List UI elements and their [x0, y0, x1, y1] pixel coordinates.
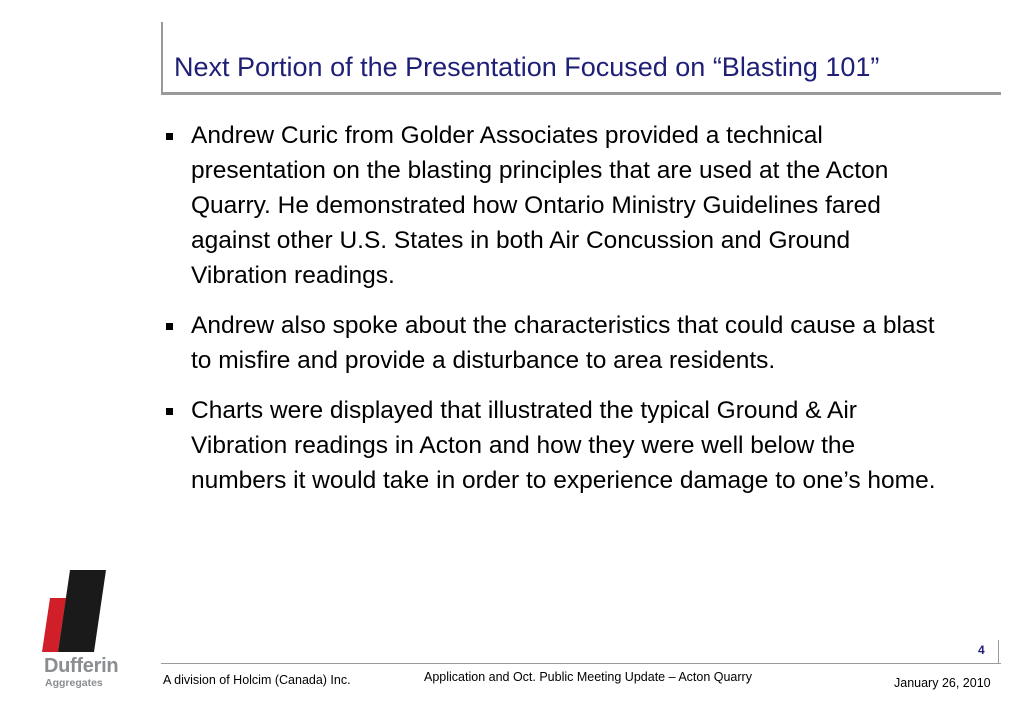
bullet-item — [163, 118, 953, 293]
title-underline-rule — [161, 92, 1001, 95]
bullet-item — [163, 308, 953, 378]
square-bullet-icon — [166, 323, 173, 330]
footer-date: January 26, 2010 — [894, 676, 991, 690]
square-bullet-icon — [166, 408, 173, 415]
page-number-rule — [998, 640, 999, 664]
slide-title: Next Portion of the Presentation Focused on “Blasting 101” — [174, 52, 880, 82]
dufferin-logo-icon — [42, 570, 112, 652]
bullet-list — [163, 118, 953, 513]
logo-black-stripe — [58, 570, 106, 652]
square-bullet-icon — [166, 133, 173, 140]
logo-subtitle: Aggregates — [45, 677, 103, 689]
title-vertical-rule — [161, 22, 163, 94]
footer-presentation-title: Application and Oct. Public Meeting Update – Acton Quarry — [424, 670, 752, 684]
bullet-text: Andrew Curic from Golder Associates provided a technical presentation on the blasting principles that are used at the Acton Quarry. He demonstrated how Ontario Ministry Guidelines fared against other U.S. States in both Air Concussion and Ground Vibration readings. — [191, 122, 889, 289]
bullet-item — [163, 393, 953, 498]
page-number: 4 — [978, 643, 985, 657]
logo-name: Dufferin — [44, 655, 119, 677]
footer-company: A division of Holcim (Canada) Inc. — [163, 673, 351, 687]
bullet-text: Andrew also spoke about the characteristics that could cause a blast to misfire and provide a disturbance to area residents. — [191, 312, 935, 374]
footer-rule — [161, 663, 1001, 664]
bullet-text: Charts were displayed that illustrated the typical Ground & Air Vibration readings in Acton and how they were well below the numbers it would take in order to experience damage to one’s home. — [191, 397, 936, 494]
